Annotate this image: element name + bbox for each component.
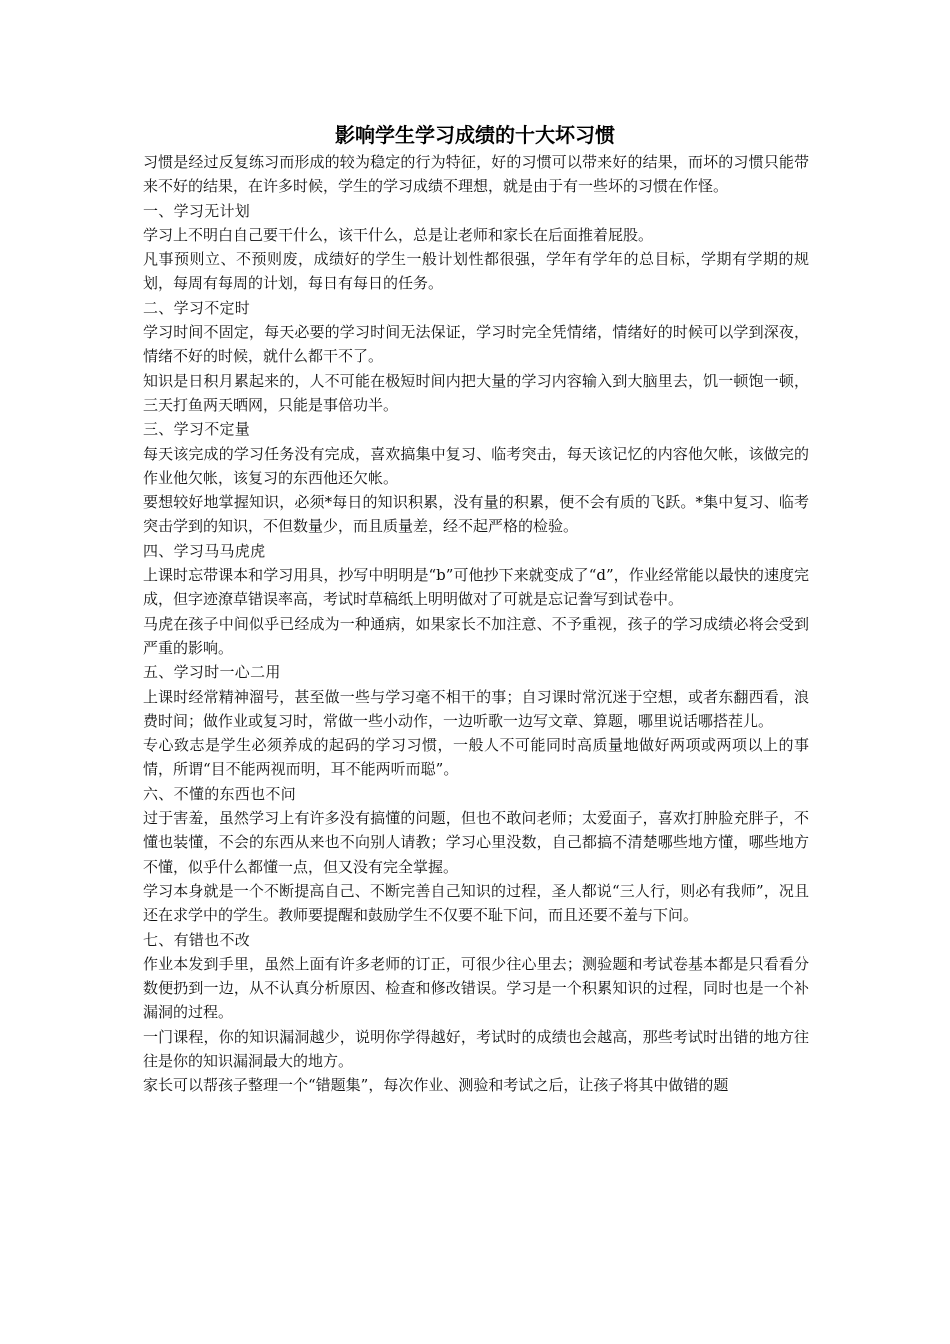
paragraph: 上课时经常精神溜号，甚至做一些与学习毫不相干的事；自习课时常沉迷于空想，或者东翻西看，浪费时间；做作业或复习时，常做一些小动作，一边听歌一边写文章、算题，哪里说话哪搭茬儿。 xyxy=(143,687,809,730)
paragraph: 专心致志是学生必须养成的起码的学习习惯，一般人不可能同时高质量地做好两项或两项以上的事情，所谓“目不能两视而明，耳不能两听而聪”。 xyxy=(143,736,809,779)
paragraph: 学习上不明白自己要干什么，该干什么，总是让老师和家长在后面推着屁股。 xyxy=(143,225,654,244)
section-heading: 六、不懂的东西也不问 xyxy=(143,784,297,803)
paragraph: 习惯是经过反复练习而形成的较为稳定的行为特征，好的习惯可以带来好的结果，而坏的习惯只能带来不好的结果，在许多时候，学生的学习成绩不理想，就是由于有一些坏的习惯在作怪。 xyxy=(143,153,809,196)
paragraph: 家长可以帮孩子整理一个“错题集”，每次作业、测验和考试之后，让孩子将其中做错的题 xyxy=(143,1076,729,1095)
section-heading: 一、学习无计划 xyxy=(143,201,251,220)
paragraph: 凡事预则立、不预则废，成绩好的学生一般计划性都很强，学年有学年的总目标，学期有学期的规划，每周有每周的计划，每日有每日的任务。 xyxy=(143,250,809,293)
section-heading: 三、学习不定量 xyxy=(143,420,251,439)
document-body xyxy=(143,150,809,1098)
document-title: 影响学生学习成绩的十大坏习惯 xyxy=(335,123,615,147)
paragraph: 作业本发到手里，虽然上面有许多老师的订正，可很少往心里去；测验题和考试卷基本都是只看看分数便扔到一边，从不认真分析原因、检查和修改错误。学习是一个积累知识的过程，同时也是一个补漏洞的过程。 xyxy=(143,954,809,1022)
section-heading: 二、学习不定时 xyxy=(143,298,251,317)
section-heading: 七、有错也不改 xyxy=(143,930,251,949)
paragraph: 要想较好地掌握知识，必须*每日的知识积累，没有量的积累，便不会有质的飞跃。*集中复习、临考突击学到的知识，不但数量少，而且质量差，经不起严格的检验。 xyxy=(143,493,809,536)
section-heading: 四、学习马马虎虎 xyxy=(143,541,266,560)
paragraph: 上课时忘带课本和学习用具，抄写中明明是“b”可他抄下来就变成了“d”，作业经常能以最快的速度完成，但字迹潦草错误率高，考试时草稿纸上明明做对了可就是忘记誊写到试卷中。 xyxy=(143,566,809,609)
paragraph: 马虎在孩子中间似乎已经成为一种通病，如果家长不加注意、不予重视，孩子的学习成绩必将会受到严重的影响。 xyxy=(143,614,809,657)
paragraph: 每天该完成的学习任务没有完成，喜欢搞集中复习、临考突击，每天该记忆的内容他欠帐，该做完的作业他欠帐，该复习的东西他还欠帐。 xyxy=(143,444,809,487)
section-heading: 五、学习时一心二用 xyxy=(143,663,281,682)
paragraph: 学习本身就是一个不断提高自己、不断完善自己知识的过程，圣人都说“三人行，则必有我师”，况且还在求学中的学生。教师要提醒和鼓励学生不仅要不耻下问，而且还要不羞与下问。 xyxy=(143,881,809,925)
paragraph: 一门课程，你的知识漏洞越少，说明你学得越好，考试时的成绩也会越高，那些考试时出错的地方往往是你的知识漏洞最大的地方。 xyxy=(143,1027,809,1070)
paragraph: 知识是日积月累起来的，人不可能在极短时间内把大量的学习内容输入到大脑里去，饥一顿饱一顿，三天打鱼两天晒网，只能是事倍功半。 xyxy=(143,371,809,414)
paragraph: 过于害羞，虽然学习上有许多没有搞懂的问题，但也不敢问老师；太爱面子，喜欢打肿脸充胖子，不懂也装懂，不会的东西从来也不向别人请教；学习心里没数，自己都搞不清楚哪些地方懂，哪些地方不懂，似乎什么都懂一点，但又没有完全掌握。 xyxy=(143,809,809,876)
paragraph: 学习时间不固定，每天必要的学习时间无法保证，学习时完全凭情绪，情绪好的时候可以学到深夜，情绪不好的时候，就什么都干不了。 xyxy=(143,323,809,366)
